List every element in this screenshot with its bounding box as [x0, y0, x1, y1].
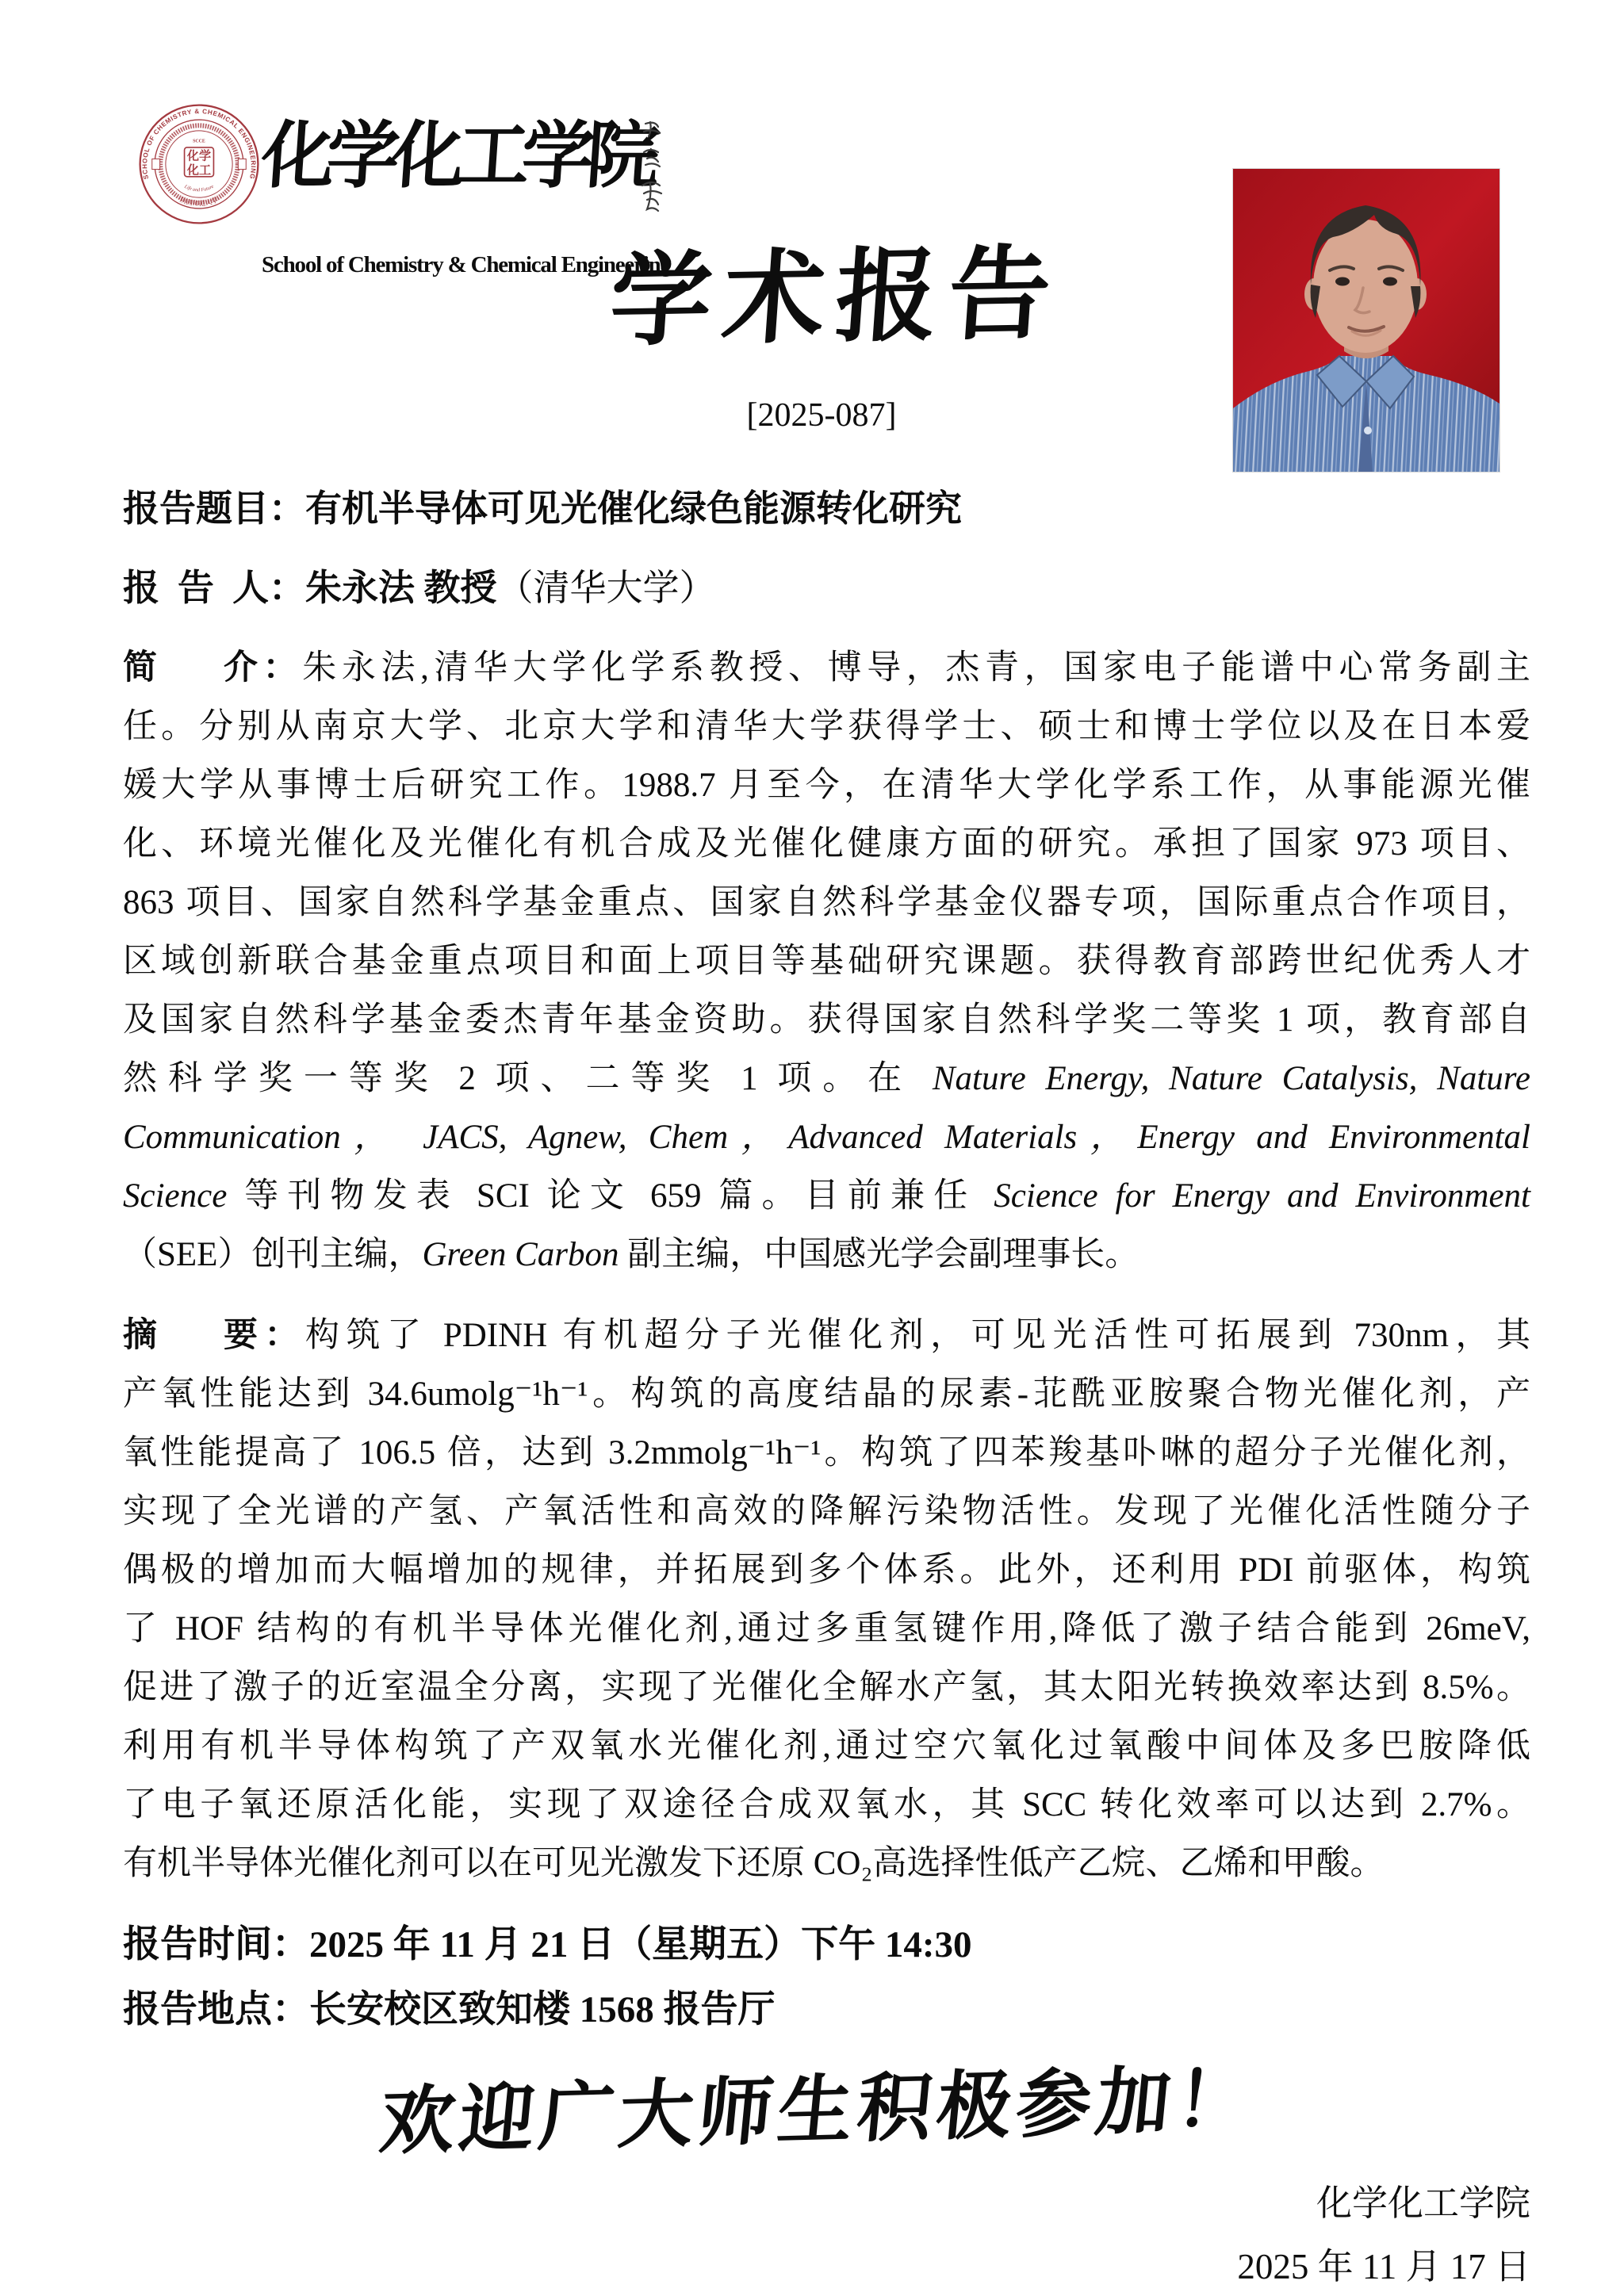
footer-date: 2025 年 11 月 17 日: [1237, 2247, 1530, 2286]
speaker-photo: [1233, 169, 1500, 472]
seal-center-bottom: 化工: [186, 163, 212, 178]
topic-text: 有机半导体可见光催化绿色能源转化研究: [305, 488, 962, 529]
footer-organization: 化学化工学院: [1316, 2183, 1530, 2223]
abstract-line: [123, 1600, 1530, 1659]
venue-colon: ：: [272, 1989, 309, 2030]
text-segment: 促进了激子的近室温全分离，实现了光催化全解水产氢，其太阳光转换效率达到 8.5%。: [123, 1669, 1530, 1706]
speaker-affiliation: （清华大学）: [496, 568, 716, 608]
announcement-serial-number: [2025-087]: [746, 397, 897, 434]
text-segment: 化、环境光催化及光催化有机合成及光催化健康方面的研究。承担了国家 973 项目、: [123, 825, 1530, 863]
welcome-calligraphy: 欢迎广大师生积极参加！: [376, 2055, 1260, 2166]
text-segment: 副主编，中国感光学会副理事长。: [619, 1236, 1139, 1273]
venue-line: [123, 1987, 1530, 2034]
page-title-calligraphy: 学术报告: [606, 234, 1066, 361]
speaker-name: 朱永法 教授: [305, 568, 497, 608]
intro-line: [123, 932, 1530, 991]
intro-line: [123, 756, 1530, 815]
topic-colon: ：: [269, 488, 305, 529]
time-value: 2025 年 11 月 21 日（星期五）下午 14:30: [309, 1924, 972, 1965]
text-segment: 然科学奖一等奖 2 项、二等奖 1 项。在: [123, 1060, 933, 1097]
text-segment: 氧性能提高了 106.5 倍，达到 3.2mmolg⁻¹h⁻¹。构筑了四苯羧基卟啉的超分子光催化剂，: [123, 1434, 1530, 1471]
text-segment: Communication， JACS, Agnew, Chem，Advanced Materials，Energy and Environmental: [123, 1119, 1530, 1156]
time-label: 报告时间: [123, 1924, 272, 1965]
text-segment: 了电子氧还原活化能，实现了双途径合成双氧水，其 SCC 转化效率可以达到 2.7%。: [123, 1786, 1530, 1823]
text-segment: 任。分别从南京大学、北京大学和清华大学获得学士、硕士和博士学位以及在日本爱: [123, 708, 1530, 745]
abstract-line: [123, 1776, 1530, 1835]
calligrapher-signature-icon: [634, 117, 669, 220]
text-segment: 实现了全光谱的产氢、产氧活性和高效的降解污染物活性。发现了光催化活性随分子: [123, 1493, 1530, 1530]
venue-label: 报告地点: [123, 1989, 272, 2030]
text-segment: ：: [258, 1317, 306, 1354]
text-segment: 朱永法,清华大学化学系教授、博导，杰青，国家电子能谱中心常务副主: [302, 649, 1531, 687]
topic-line: [123, 485, 1530, 533]
school-name-calligraphy: 化学化工学院: [259, 113, 655, 198]
speaker-colon: ：: [269, 568, 305, 608]
venue-value: 长安校区致知楼 1568 报告厅: [309, 1989, 776, 2030]
abstract-line: [123, 1717, 1530, 1776]
text-segment: 863 项目、国家自然科学基金重点、国家自然科学基金仪器专项，国际重点合作项目，: [123, 884, 1530, 921]
intro-line: [123, 698, 1530, 756]
text-segment: 了 HOF 结构的有机半导体光催化剂,通过多重氢键作用,降低了激子结合能到 26meV,: [123, 1610, 1530, 1647]
abstract-line: [123, 1365, 1530, 1424]
intro-line: [123, 639, 1530, 698]
abstract-line: [123, 1483, 1530, 1541]
speaker-label: 报告人: [123, 568, 269, 608]
seal-ring-text: SCHOOL OF CHEMISTRY & CHEMICAL ENGINEERING: [141, 107, 257, 180]
seal-center-top: 化学: [186, 148, 212, 163]
text-segment: 构筑了 PDINH 有机超分子光催化剂，可见光活性可拓展到 730nm，其: [305, 1317, 1530, 1354]
school-name-english: School of Chemistry & Chemical Engineering: [262, 252, 671, 277]
text-segment: 偶极的增加而大幅增加的规律，并拓展到多个体系。此外，还利用 PDI 前驱体，构筑: [123, 1552, 1530, 1589]
intro-line: [123, 815, 1530, 874]
text-segment: 等刊物发表 SCI 论文 659 篇。目前兼任: [227, 1177, 994, 1215]
abstract-line: [123, 1424, 1530, 1483]
text-segment: Science: [123, 1177, 228, 1215]
intro-line: [123, 1167, 1530, 1226]
abstract-line: [123, 1835, 1530, 1893]
intro-line: [123, 1050, 1530, 1108]
text-segment: 简介: [123, 649, 258, 687]
speaker-line: [123, 564, 1530, 612]
abstract-line: [123, 1541, 1530, 1600]
time-line: [123, 1922, 1530, 1969]
text-segment: 区域创新联合基金重点项目和面上项目等基础研究课题。获得教育部跨世纪优秀人才: [123, 943, 1530, 980]
introduction-section: [123, 639, 1530, 1284]
seal-university: ·陕西师范大学·: [176, 195, 222, 209]
abstract-section: [123, 1307, 1530, 1893]
text-segment: 产氧性能达到 34.6umolg⁻¹h⁻¹。构筑的高度结晶的尿素-苝酰亚胺聚合物光催化剂，产: [123, 1376, 1530, 1413]
intro-line: [123, 1108, 1530, 1167]
topic-label: 报告题目: [123, 488, 269, 529]
text-segment: （SEE）创刊主编，: [123, 1236, 423, 1273]
seal-icon: [136, 101, 262, 227]
abstract-line: [123, 1307, 1530, 1365]
seal-abbr: SCCE: [193, 139, 205, 144]
intro-line: [123, 874, 1530, 932]
text-segment: 及国家自然科学基金委杰青年基金资助。获得国家自然科学奖二等奖 1 项，教育部自: [123, 1001, 1530, 1039]
seal-motto: Life and Future: [183, 183, 215, 193]
text-segment: Nature Energy, Nature Catalysis, Nature: [932, 1060, 1530, 1097]
school-seal-logo: [136, 101, 262, 227]
intro-line: [123, 991, 1530, 1050]
abstract-line: [123, 1659, 1530, 1717]
text-segment: ：: [258, 649, 303, 687]
text-segment: Green Carbon: [422, 1236, 619, 1273]
intro-line: [123, 1226, 1530, 1284]
text-segment: Science for Energy and Environment: [994, 1177, 1530, 1215]
text-segment: 媛大学从事博士后研究工作。1988.7 月至今，在清华大学化学系工作，从事能源光催: [123, 767, 1530, 804]
text-segment: 利用有机半导体构筑了产双氧水光催化剂,通过空穴氧化过氧酸中间体及多巴胺降低: [123, 1728, 1530, 1765]
time-colon: ：: [272, 1924, 309, 1965]
text-segment: 有机半导体光催化剂可以在可见光激发下还原 CO₂高选择性低产乙烷、乙烯和甲酸。: [123, 1845, 1385, 1882]
text-segment: 摘要: [123, 1317, 258, 1354]
